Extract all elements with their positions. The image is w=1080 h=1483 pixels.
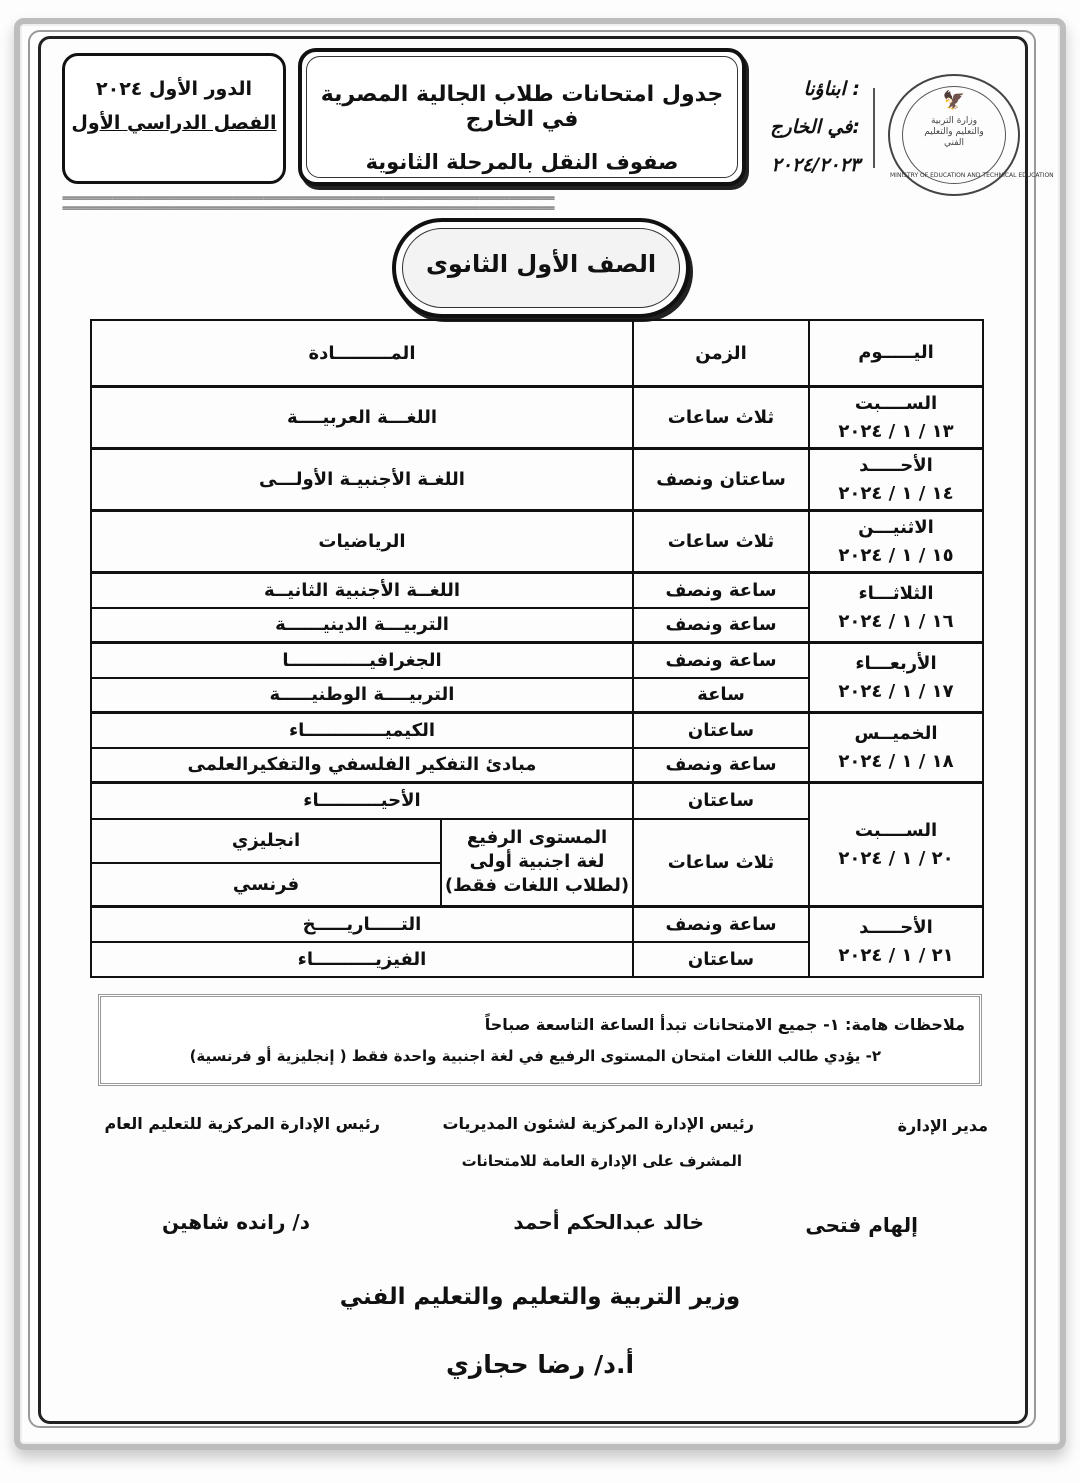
- subject-cell: الرياضيات: [91, 511, 633, 573]
- subject-cell: التربيـــة الدينيــــــة: [91, 608, 633, 643]
- day-name: الثلاثـــاء: [858, 582, 934, 604]
- table-row: [91, 573, 983, 608]
- day-cell: [809, 573, 983, 643]
- semester-label: الفصل الدراسي الأول: [71, 112, 277, 134]
- day-name: الخميــس: [854, 722, 938, 744]
- day-name: الأحـــــد: [859, 916, 933, 938]
- important-notes-box: [98, 994, 982, 1086]
- title-box-inner-border: [306, 56, 738, 178]
- day-date: ١٨ / ١ / ٢٠٢٤: [838, 750, 954, 772]
- signature-subtitle-2: المشرف على الإدارة العامة للامتحانات: [461, 1152, 742, 1170]
- duration-cell: ساعة ونصف: [633, 907, 809, 942]
- subject-cell: الكيميـــــــــــــاء: [91, 713, 633, 748]
- header-duration: الزمن: [633, 320, 809, 387]
- table-row: [91, 713, 983, 748]
- signature-title-1: مدير الإدارة: [897, 1116, 988, 1135]
- table-row: [91, 511, 983, 573]
- duration-cell: ثلاث ساعات: [633, 387, 809, 449]
- day-name: الأحـــــد: [859, 454, 933, 476]
- table-header-row: [91, 320, 983, 387]
- day-name: الاثنيـــن: [858, 516, 934, 538]
- separator-line-2: ==================================================================================================: [62, 204, 555, 214]
- eagle-emblem-icon: 🦅: [942, 90, 966, 111]
- subject-cell: التربيــــة الوطنيـــــة: [91, 678, 633, 713]
- program-block: [760, 70, 860, 184]
- day-date: ١٤ / ١ / ٢٠٢٤: [838, 482, 954, 504]
- day-date: ٢١ / ١ / ٢٠٢٤: [838, 944, 954, 966]
- header-separator: [62, 194, 1026, 214]
- day-cell: [809, 907, 983, 977]
- duration-cell: ثلاث ساعات: [633, 511, 809, 573]
- subject-cell: اللغـــة العربيــــة: [91, 387, 633, 449]
- day-cell: [809, 449, 983, 511]
- round-label: الدور الأول ٢٠٢٤: [96, 78, 252, 100]
- note-1: ملاحظات هامة: ١- جميع الامتحانات تبدأ الساعة التاسعة صباحاً: [484, 1015, 965, 1034]
- option-cell-french: فرنسي: [91, 863, 441, 907]
- program-label-2: في الخارج:: [770, 116, 860, 138]
- subject-group-line: لغة اجنبية أولى: [469, 851, 605, 873]
- duration-cell: ساعتان: [633, 713, 809, 748]
- day-cell: [809, 643, 983, 713]
- signature-title-3: رئيس الإدارة المركزية للتعليم العام: [104, 1114, 380, 1133]
- day-date: ١٥ / ١ / ٢٠٢٤: [838, 544, 954, 566]
- day-cell: [809, 511, 983, 573]
- seal-english-text: MINISTRY OF EDUCATION AND TECHNICAL EDUCATION: [890, 172, 1054, 179]
- exam-schedule-table: [90, 319, 984, 978]
- day-name: الأربعـــاء: [855, 652, 937, 674]
- table-row: [91, 783, 983, 819]
- subject-cell: الأحيــــــــــاء: [91, 783, 633, 819]
- signature-name-2: خالد عبدالحكم أحمد: [513, 1210, 704, 1234]
- day-date: ٢٠ / ١ / ٢٠٢٤: [838, 847, 954, 869]
- academic-year: ٢٠٢٤/٢٠٢٣: [771, 154, 860, 176]
- header-subject: المـــــــــادة: [91, 320, 633, 387]
- grade-title: الصف الأول الثانوى: [425, 250, 657, 278]
- grade-title-box: [392, 218, 690, 318]
- table-row: [91, 907, 983, 942]
- duration-cell: ساعتان: [633, 942, 809, 977]
- subject-cell: الفيزيــــــــــاء: [91, 942, 633, 977]
- minister-name: أ.د/ رضا حجازي: [445, 1350, 635, 1379]
- round-box: [62, 53, 286, 184]
- separator-line-1: ==================================================================================================: [62, 194, 555, 204]
- subject-cell: اللغــة الأجنبية الثانيــة: [91, 573, 633, 608]
- subject-cell: الجغرافيـــــــــــــا: [91, 643, 633, 678]
- subject-cell: مبادئ التفكير الفلسفي والتفكيرالعلمى: [91, 748, 633, 783]
- signature-name-1: إلهام فتحى: [805, 1213, 918, 1237]
- document-title: جدول امتحانات طلاب الجالية المصرية في الخارج: [320, 82, 724, 132]
- duration-cell: ساعة ونصف: [633, 748, 809, 783]
- table-row: [91, 449, 983, 511]
- ministry-seal-logo: [888, 74, 1054, 196]
- table-row: [91, 387, 983, 449]
- seal-arabic-text: وزارة التربية والتعليم والتعليم الفني: [924, 116, 984, 148]
- table-row: [91, 643, 983, 678]
- day-cell: [809, 387, 983, 449]
- duration-cell: ساعة: [633, 678, 809, 713]
- document-subtitle: صفوف النقل بالمرحلة الثانوية: [365, 150, 679, 174]
- program-label-1: ابناؤنا :: [803, 78, 860, 100]
- duration-cell: ساعة ونصف: [633, 608, 809, 643]
- subject-cell: التـــــاريـــــخ: [91, 907, 633, 942]
- day-name: الســــبت: [854, 819, 938, 841]
- subject-group-line: المستوى الرفيع: [466, 827, 608, 849]
- subject-group-line: (لطلاب اللغات فقط): [444, 875, 630, 897]
- title-box: [298, 48, 746, 186]
- duration-cell: ساعة ونصف: [633, 573, 809, 608]
- day-date: ١٣ / ١ / ٢٠٢٤: [838, 420, 954, 442]
- duration-cell: ساعتان ونصف: [633, 449, 809, 511]
- duration-cell: ثلاث ساعات: [633, 819, 809, 907]
- minister-title: وزير التربية والتعليم والتعليم الفني: [339, 1284, 741, 1310]
- day-name: الســــبت: [854, 392, 938, 414]
- signature-name-3: د/ رانده شاهين: [162, 1210, 310, 1234]
- header-divider: [873, 88, 875, 168]
- day-date: ١٧ / ١ / ٢٠٢٤: [838, 680, 954, 702]
- note-2: ٢- يؤدي طالب اللغات امتحان المستوى الرفيع في لغة اجنبية واحدة فقط ( إنجليزية أو فرنسية): [189, 1047, 881, 1065]
- option-cell-english: انجليزي: [91, 819, 441, 863]
- header-day: اليـــــوم: [809, 320, 983, 387]
- duration-cell: ساعة ونصف: [633, 643, 809, 678]
- day-cell: [809, 783, 983, 907]
- duration-cell: ساعتان: [633, 783, 809, 819]
- day-cell: [809, 713, 983, 783]
- day-date: ١٦ / ١ / ٢٠٢٤: [838, 610, 954, 632]
- subject-cell: اللغـة الأجنبيـة الأولـــى: [91, 449, 633, 511]
- signature-title-2: رئيس الإدارة المركزية لشئون المديريات: [442, 1114, 754, 1133]
- subject-group-cell: [441, 819, 633, 907]
